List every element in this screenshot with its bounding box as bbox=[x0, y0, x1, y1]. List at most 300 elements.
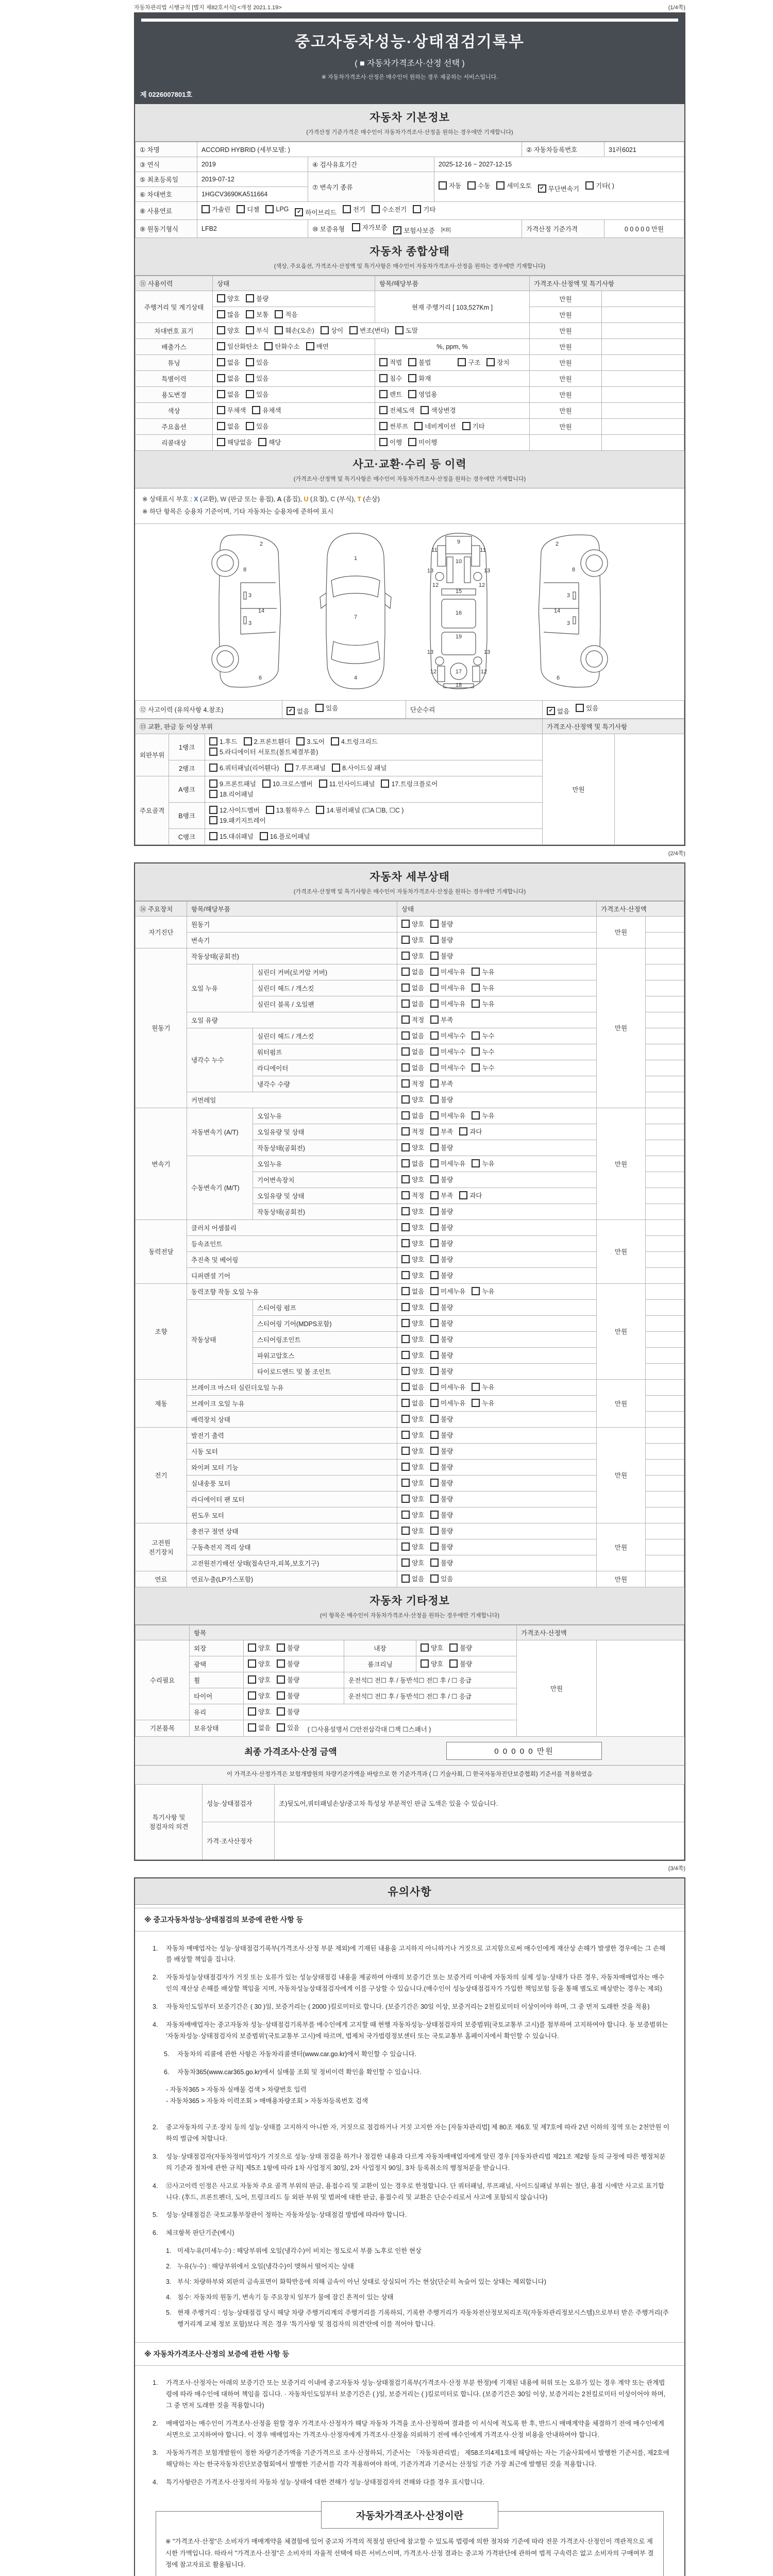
table-row bbox=[136, 1625, 684, 1640]
col-head-item: 항목/해당부품 bbox=[187, 901, 397, 916]
col-head-device: ⑭ 주요장치 bbox=[136, 901, 187, 916]
final-price-row bbox=[135, 1737, 684, 1766]
checkbox-양호[interactable]: 양호 bbox=[217, 326, 240, 335]
item-label: 스티어링 펌프 bbox=[253, 1299, 397, 1315]
checkbox-양호[interactable]: 양호 bbox=[401, 1255, 424, 1264]
part-label: 수동변속기 (M/T) bbox=[187, 1156, 253, 1219]
position-checks: 운전석☐ 전☐ 후 / 동반석☐ 전☐ 후 / ☐ 응급 bbox=[344, 1672, 517, 1688]
checkbox-불량[interactable]: 불량 bbox=[430, 1175, 453, 1184]
accident-band bbox=[135, 451, 684, 488]
item-options: %, ppm, % bbox=[375, 339, 530, 355]
checkbox-2.프론트휀더[interactable]: 2.프론트휀더 bbox=[244, 737, 291, 746]
checkbox-유채색[interactable]: 유채색 bbox=[252, 405, 281, 415]
checkbox-미세누수[interactable]: 미세누수 bbox=[430, 1047, 465, 1056]
checkbox-썬루프[interactable]: 썬루프 bbox=[379, 421, 408, 431]
checkbox-11.인사이드패널[interactable]: 11.인사이드패널 bbox=[319, 779, 375, 788]
legend-note: ※ 하단 항목은 승용차 기준이며, 기타 자동차는 승용차에 준하여 표시 bbox=[142, 507, 334, 515]
checkbox-없음[interactable]: 없음 bbox=[401, 1159, 424, 1168]
checkbox-15.대쉬패널[interactable]: 15.대쉬패널 bbox=[209, 832, 254, 841]
checkbox-수동[interactable]: 수동 bbox=[467, 181, 490, 190]
device-group-label: 고전원 전기장치 bbox=[136, 1523, 187, 1571]
checkbox-과다[interactable]: 과다 bbox=[459, 1127, 482, 1136]
checkbox-누유[interactable]: 누유 bbox=[472, 1286, 494, 1296]
price-cell: 만원 bbox=[543, 734, 615, 844]
checkbox-미세누유[interactable]: 미세누유 bbox=[430, 967, 465, 976]
checkbox-18.리어패널[interactable]: 18.리어패널 bbox=[209, 789, 254, 799]
car-underbody-diagram bbox=[415, 531, 502, 691]
checkbox-누유[interactable]: 누유 bbox=[472, 1111, 494, 1120]
checkbox-불량[interactable]: 불량 bbox=[430, 1558, 453, 1567]
checkbox-양호[interactable]: 양호 bbox=[401, 1270, 424, 1280]
item-label: 작동상태(공회전) bbox=[253, 1204, 397, 1219]
svg-text:13: 13 bbox=[483, 567, 491, 574]
note-cell bbox=[646, 1092, 684, 1108]
checkbox-적정[interactable]: 적정 bbox=[401, 1079, 424, 1088]
state-options bbox=[397, 1028, 597, 1044]
checkbox-양호[interactable]: 양호 bbox=[401, 1478, 424, 1487]
checkbox-화재[interactable]: 화재 bbox=[408, 374, 431, 383]
note-cell bbox=[615, 734, 684, 844]
checkbox-양호[interactable]: 양호 bbox=[401, 1350, 424, 1360]
notice-sub-item: 4. 침수: 자동차의 원동기, 변속기 등 주요장치 일부가 물에 잠긴 흔적이 있는 상태 bbox=[166, 2293, 394, 2301]
checkbox-양호[interactable]: 양호 bbox=[217, 294, 240, 303]
rank-panel-options bbox=[205, 802, 543, 828]
checkbox-불량[interactable]: 불량 bbox=[430, 1270, 453, 1280]
checkbox-없음[interactable]: 없음 bbox=[401, 1398, 424, 1408]
checkbox-적법[interactable]: 적법 bbox=[379, 358, 402, 367]
table-row bbox=[136, 355, 684, 371]
checkbox-있음[interactable]: 있음 bbox=[246, 374, 268, 383]
simple-repair-label: 단순수리 bbox=[406, 700, 543, 718]
checkbox-기타[interactable]: 기타 bbox=[462, 421, 485, 431]
checkbox-양호[interactable]: 양호 bbox=[248, 1675, 271, 1684]
note-cell bbox=[646, 1555, 684, 1571]
checkbox-불량[interactable]: 불량 bbox=[430, 1255, 453, 1264]
checkbox-있음[interactable]: 있음 bbox=[246, 389, 268, 399]
checkbox-무단변속기[interactable]: ✔ 무단변속기 bbox=[538, 184, 579, 193]
checkbox-있음[interactable]: 있음 bbox=[576, 703, 598, 713]
checkbox-없음[interactable]: 없음 bbox=[217, 421, 240, 431]
checkbox-4.트렁크리드[interactable]: 4.트렁크리드 bbox=[331, 737, 378, 746]
item-label: 라디에이터 팬 모터 bbox=[187, 1491, 397, 1507]
checkbox-불량[interactable]: 불량 bbox=[430, 1414, 453, 1423]
checkbox-없음[interactable]: 없음 bbox=[248, 1723, 271, 1732]
price-cell: 만원 bbox=[597, 1108, 646, 1219]
checkbox-양호[interactable]: 양호 bbox=[401, 1175, 424, 1184]
checkbox-불량[interactable]: 불량 bbox=[277, 1691, 299, 1700]
basic-info-subtitle: (가격산정 기준가격은 매수인이 자동차가격조사·산정을 원하는 경우에만 기재합니다) bbox=[306, 129, 513, 135]
accident-history-options bbox=[282, 700, 406, 718]
checkbox-6.쿼터패널(리어휀다)[interactable]: 6.쿼터패널(리어휀다) bbox=[209, 763, 279, 772]
checkbox-17.트렁크플로어[interactable]: 17.트렁크플로어 bbox=[381, 779, 438, 788]
checkbox-없음[interactable]: ✔ 없음 bbox=[287, 706, 309, 716]
checkbox-부족[interactable]: 부족 bbox=[430, 1079, 453, 1088]
checkbox-색상변경[interactable]: 색상변경 bbox=[421, 405, 456, 415]
checkbox-없음[interactable]: ✔ 없음 bbox=[547, 706, 569, 716]
checkbox-전체도색[interactable]: 전체도색 bbox=[379, 405, 414, 415]
checkbox-불량[interactable]: 불량 bbox=[430, 919, 453, 928]
checkbox-불량[interactable]: 불량 bbox=[430, 1350, 453, 1360]
checkbox-미세누수[interactable]: 미세누수 bbox=[430, 1063, 465, 1072]
final-price-value: 0 0 0 0 0 만원 bbox=[446, 1742, 602, 1760]
table-row bbox=[136, 916, 684, 932]
svg-text:17: 17 bbox=[455, 668, 462, 675]
checkbox-13.휠하우스[interactable]: 13.휠하우스 bbox=[266, 805, 310, 815]
checkbox-불량[interactable]: 불량 bbox=[430, 1494, 453, 1503]
header-white-bar bbox=[141, 19, 678, 22]
checkbox-없음[interactable]: 없음 bbox=[401, 1574, 424, 1583]
etc-band bbox=[135, 1587, 684, 1625]
checkbox-미세누유[interactable]: 미세누유 bbox=[430, 1111, 465, 1120]
note-cell bbox=[646, 1283, 684, 1299]
checkbox-9.프론트패널[interactable]: 9.프론트패널 bbox=[209, 779, 256, 788]
notice-item: 2. 자동차성능상태점검자가 거짓 또는 오류가 있는 성능상태점검 내용을 제공하여 아래의 보증기간 또는 보증거리 이내에 자동차의 실제 성능·상태가 다른 경우, 자동차매매업자는 매수인의 재산상 손해를 배상할 책임을 지며, 자동차성능상태점검자에게 이를 구상할 수 있습니다.(매수인이 성능상태점검자가 가입한 책임보험 등을 통해 별도로 배상받는 경우는 제외) bbox=[153, 1974, 665, 1993]
checkbox-디젤[interactable]: 디젤 bbox=[237, 205, 259, 214]
checkbox-없음[interactable]: 없음 bbox=[401, 1382, 424, 1392]
item-label: 클러치 어셈블리 bbox=[187, 1219, 397, 1235]
checkbox-불량[interactable]: 불량 bbox=[430, 1334, 453, 1344]
checkbox-불량[interactable]: 불량 bbox=[277, 1643, 299, 1652]
checkbox-없음[interactable]: 없음 bbox=[401, 1111, 424, 1120]
checkbox-장치[interactable]: 장치 bbox=[486, 358, 509, 367]
exchange-head: ⑬ 교환, 판금 등 이상 부위 bbox=[136, 719, 543, 734]
form-regulation-note: 자동차관리법 시행규칙 [별지 제82호서식] <개정 2021.1.19> bbox=[134, 5, 282, 11]
checkbox-보험사보증[interactable]: ✔ 보험사보증 bbox=[393, 226, 434, 235]
checkbox-불량[interactable]: 불량 bbox=[430, 1239, 453, 1248]
checkbox-전기[interactable]: 전기 bbox=[343, 205, 365, 214]
note-cell bbox=[646, 1459, 684, 1475]
table-row bbox=[136, 371, 684, 387]
notice-sub-item: 3. 부식: 차량하부와 외판의 금속표면이 화학반응에 의해 금속이 아닌 상태로 상실되어 가는 현상(단순히 녹슬어 있는 상태는 제외합니다) bbox=[166, 2278, 546, 2285]
car-side-right-diagram bbox=[523, 531, 621, 691]
checkbox-불량[interactable]: 불량 bbox=[430, 1510, 453, 1519]
checkbox-양호[interactable]: 양호 bbox=[401, 919, 424, 928]
note-cell bbox=[602, 387, 684, 403]
panel-group-label: 주요골격 bbox=[136, 776, 169, 844]
checkbox-변조(변타)[interactable]: 변조(변타) bbox=[349, 326, 389, 335]
checkbox-미세누유[interactable]: 미세누유 bbox=[430, 999, 465, 1008]
state-options bbox=[397, 1108, 597, 1124]
checkbox-누유[interactable]: 누유 bbox=[472, 999, 494, 1008]
checkbox-양호[interactable]: 양호 bbox=[401, 951, 424, 960]
detail-subtitle: (가격조사·산정액 및 특기사항은 매수인이 자동차가격조사·산정을 원하는 경우에만 기재합니다) bbox=[293, 888, 526, 895]
checkbox-양호[interactable]: 양호 bbox=[401, 1414, 424, 1423]
part-label: 자동변속기 (A/T) bbox=[187, 1108, 253, 1156]
checkbox-불량[interactable]: 불량 bbox=[246, 294, 268, 303]
checkbox-누유[interactable]: 누유 bbox=[472, 967, 494, 976]
checkbox-1.후드[interactable]: 1.후드 bbox=[209, 737, 238, 746]
checkbox-없음[interactable]: 없음 bbox=[217, 389, 240, 399]
checkbox-불량[interactable]: 불량 bbox=[430, 1095, 453, 1104]
checkbox-부족[interactable]: 부족 bbox=[430, 1015, 453, 1024]
notice-item: 3. 자동차인도일부터 보증기간은 ( 30 )일, 보증거리는 ( 2000 )킬로미터로 합니다. (보증기간은 30일 이상, 보증거리는 2천킬로미터 이상이어야 하며, 그 중 먼저 도래한 것을 적용) bbox=[153, 2003, 650, 2010]
checkbox-일산화탄소[interactable]: 일산화탄소 bbox=[217, 342, 258, 351]
notice-sec3-head: ※ 자동차가격조사·산정의 보증에 관한 사항 등 bbox=[135, 2342, 684, 2366]
basic-info-title: 자동차 기본정보 bbox=[369, 112, 450, 124]
checkbox-불량[interactable]: 불량 bbox=[430, 1143, 453, 1152]
item-label: 구동축전지 격리 상태 bbox=[187, 1539, 397, 1555]
checkbox-양호[interactable]: 양호 bbox=[401, 1462, 424, 1471]
simple-repair-options bbox=[543, 700, 684, 718]
checkbox-렌트[interactable]: 렌트 bbox=[379, 389, 402, 399]
checkbox-미세누수[interactable]: 미세누수 bbox=[430, 1031, 465, 1040]
checkbox-불량[interactable]: 불량 bbox=[277, 1659, 299, 1668]
checkbox-있음[interactable]: 있음 bbox=[315, 703, 338, 713]
note-cell bbox=[602, 419, 684, 435]
state-options bbox=[397, 996, 597, 1012]
checkbox-양호[interactable]: 양호 bbox=[248, 1643, 271, 1652]
checkbox-탄화수소[interactable]: 탄화수소 bbox=[264, 342, 299, 351]
checkbox-양호[interactable]: 양호 bbox=[401, 1510, 424, 1519]
checkbox-있음[interactable]: 있음 bbox=[430, 1574, 453, 1583]
note-cell bbox=[646, 1491, 684, 1507]
checkbox-LPG[interactable]: LPG bbox=[265, 205, 289, 213]
checkbox-부족[interactable]: 부족 bbox=[430, 1127, 453, 1136]
exchange-price-head: 가격조사·산정액 및 특기사항 bbox=[543, 719, 684, 734]
checkbox-19.패키지트레이[interactable]: 19.패키지트레이 bbox=[209, 816, 266, 825]
checkbox-자동[interactable]: 자동 bbox=[439, 181, 461, 190]
price-cell: 만원 bbox=[597, 1219, 646, 1283]
svg-text:9: 9 bbox=[457, 538, 461, 545]
checkbox-적정[interactable]: 적정 bbox=[401, 1015, 424, 1024]
checkbox-자가보증[interactable]: 자가보증 bbox=[352, 223, 387, 232]
checkbox-8.사이드실 패널[interactable]: 8.사이드실 패널 bbox=[332, 763, 386, 772]
checkbox-없음[interactable]: 없음 bbox=[401, 1063, 424, 1072]
checkbox-양호[interactable]: 양호 bbox=[401, 1095, 424, 1104]
checkbox-양호[interactable]: 양호 bbox=[401, 1239, 424, 1248]
state-options bbox=[397, 1156, 597, 1172]
checkbox-있음[interactable]: 있음 bbox=[246, 358, 268, 367]
notice-item: 4. 특기사항란은 가격조사·산정자의 자동차 성능·상태에 대한 견해가 성능·상태점검자의 견해와 다를 경우 표시합니다. bbox=[153, 2478, 485, 2486]
checkbox-하이브리드[interactable]: ✔ 하이브리드 bbox=[295, 208, 336, 217]
state-options: 없음 있음 ( ☐사용설명서 ☐안전삼각대 ☐잭 ☐스패너 ) bbox=[244, 1720, 517, 1736]
note-cell bbox=[646, 1299, 684, 1315]
state-options bbox=[397, 1459, 597, 1475]
checkbox-양호[interactable]: 양호 bbox=[401, 1223, 424, 1232]
checkbox-누유[interactable]: 누유 bbox=[472, 1398, 494, 1408]
checkbox-불량[interactable]: 불량 bbox=[277, 1675, 299, 1684]
state-options bbox=[416, 1656, 517, 1672]
checkbox-양호[interactable]: 양호 bbox=[401, 1207, 424, 1216]
checkbox-불량[interactable]: 불량 bbox=[430, 951, 453, 960]
document-note: ※ 자동차가격조사·산정은 매수인이 원하는 경우 제공하는 서비스입니다. bbox=[321, 74, 498, 80]
note-cell bbox=[646, 1411, 684, 1427]
checkbox-적음[interactable]: 적음 bbox=[275, 310, 297, 319]
state-options bbox=[397, 1251, 597, 1267]
checkbox-없음[interactable]: 없음 bbox=[401, 1286, 424, 1296]
checkbox-불량[interactable]: 불량 bbox=[277, 1707, 299, 1716]
checkbox-침수[interactable]: 침수 bbox=[379, 374, 402, 383]
checkbox-양호[interactable]: 양호 bbox=[248, 1691, 271, 1700]
checkbox-기타( )[interactable]: 기타( ) bbox=[585, 181, 614, 190]
price-cell bbox=[530, 435, 602, 451]
checkbox-무채색[interactable]: 무채색 bbox=[217, 405, 246, 415]
checkbox-양호[interactable]: 양호 bbox=[401, 1526, 424, 1535]
checkbox-양호[interactable]: 양호 bbox=[401, 1542, 424, 1551]
svg-text:3: 3 bbox=[248, 620, 252, 626]
checkbox-상이[interactable]: 상이 bbox=[321, 326, 343, 335]
state-options bbox=[213, 403, 375, 419]
checkbox-불량[interactable]: 불량 bbox=[430, 1446, 453, 1455]
detail-band bbox=[135, 863, 684, 901]
checkbox-없음[interactable]: 없음 bbox=[401, 967, 424, 976]
checkbox-미세누유[interactable]: 미세누유 bbox=[430, 1382, 465, 1392]
checkbox-불량[interactable]: 불량 bbox=[430, 1366, 453, 1376]
checkbox-과다[interactable]: 과다 bbox=[459, 1191, 482, 1200]
use-history-label: 특별이력 bbox=[136, 371, 213, 387]
checkbox-불법[interactable]: 불법 bbox=[408, 358, 431, 367]
checkbox-5.라디에이터 서포트(볼트체결부품)[interactable]: 5.라디에이터 서포트(볼트체결부품) bbox=[209, 747, 318, 756]
checkbox-미세누유[interactable]: 미세누유 bbox=[430, 1286, 465, 1296]
checkbox-수소전기[interactable]: 수소전기 bbox=[372, 205, 407, 214]
checkbox-불량[interactable]: 불량 bbox=[430, 1542, 453, 1551]
checkbox-불량[interactable]: 불량 bbox=[430, 1223, 453, 1232]
checkbox-불량[interactable]: 불량 bbox=[430, 935, 453, 944]
svg-text:3: 3 bbox=[566, 620, 570, 626]
checkbox-없음[interactable]: 없음 bbox=[401, 1031, 424, 1040]
checkbox-누수[interactable]: 누수 bbox=[472, 1047, 494, 1056]
checkbox-없음[interactable]: 없음 bbox=[401, 999, 424, 1008]
checkbox-불량[interactable]: 불량 bbox=[430, 1526, 453, 1535]
checkbox-기타[interactable]: 기타 bbox=[413, 205, 435, 214]
state-options bbox=[397, 932, 597, 948]
checkbox-불량[interactable]: 불량 bbox=[430, 1318, 453, 1328]
checkbox-양호[interactable]: 양호 bbox=[401, 1334, 424, 1344]
checkbox-적정[interactable]: 적정 bbox=[401, 1191, 424, 1200]
checkbox-없음[interactable]: 없음 bbox=[217, 358, 240, 367]
table-row bbox=[136, 339, 684, 355]
checkbox-12.사이드멤버[interactable]: 12.사이드멤버 bbox=[209, 805, 260, 815]
checkbox-누유[interactable]: 누유 bbox=[472, 983, 494, 992]
checkbox-양호[interactable]: 양호 bbox=[401, 1446, 424, 1455]
checkbox-미세누유[interactable]: 미세누유 bbox=[430, 1398, 465, 1408]
checkbox-부식[interactable]: 부식 bbox=[246, 326, 268, 335]
panel-group-label: 외판부위 bbox=[136, 734, 169, 776]
checkbox-누수[interactable]: 누수 bbox=[472, 1063, 494, 1072]
reg-no-label: ② 자동차등록번호 bbox=[522, 142, 604, 157]
checkbox-누수[interactable]: 누수 bbox=[472, 1031, 494, 1040]
checkbox-구조[interactable]: 구조 bbox=[458, 358, 480, 367]
checkbox-양호[interactable]: 양호 bbox=[401, 1494, 424, 1503]
checkbox-부족[interactable]: 부족 bbox=[430, 1191, 453, 1200]
checkbox-양호[interactable]: 양호 bbox=[401, 1366, 424, 1376]
checkbox-해당[interactable]: 해당 bbox=[258, 437, 281, 447]
checkbox-10.크로스멤버[interactable]: 10.크로스멤버 bbox=[262, 779, 313, 788]
car-damage-diagrams bbox=[135, 524, 684, 700]
checkbox-해당없음[interactable]: 해당없음 bbox=[217, 437, 252, 447]
checkbox-있음[interactable]: 있음 bbox=[277, 1723, 299, 1732]
checkbox-양호[interactable]: 양호 bbox=[421, 1643, 443, 1652]
checkbox-16.플로어패널[interactable]: 16.플로어패널 bbox=[260, 832, 310, 841]
checkbox-없음[interactable]: 없음 bbox=[401, 1047, 424, 1056]
checkbox-불량[interactable]: 불량 bbox=[430, 1462, 453, 1471]
state-options bbox=[213, 419, 375, 435]
note-cell bbox=[602, 435, 684, 451]
state-options bbox=[397, 964, 597, 980]
checkbox-양호[interactable]: 양호 bbox=[401, 1143, 424, 1152]
checkbox-미세누유[interactable]: 미세누유 bbox=[430, 1159, 465, 1168]
state-options bbox=[397, 1204, 597, 1219]
state-options bbox=[397, 1172, 597, 1188]
checkbox-양호[interactable]: 양호 bbox=[401, 935, 424, 944]
device-group-label: 동력전달 bbox=[136, 1219, 187, 1283]
checkbox-없음[interactable]: 없음 bbox=[401, 983, 424, 992]
checkbox-네비게이션[interactable]: 네비게이션 bbox=[414, 421, 456, 431]
checkbox-영업용[interactable]: 영업용 bbox=[408, 389, 437, 399]
sub-item-label: 내장 bbox=[344, 1640, 416, 1656]
checkbox-훼손(오손)[interactable]: 훼손(오손) bbox=[275, 326, 314, 335]
checkbox-양호[interactable]: 양호 bbox=[421, 1659, 443, 1668]
checkbox-양호[interactable]: 양호 bbox=[248, 1707, 271, 1716]
checkbox-불량[interactable]: 불량 bbox=[430, 1302, 453, 1312]
checkbox-불량[interactable]: 불량 bbox=[449, 1659, 472, 1668]
table-row bbox=[136, 419, 684, 435]
checkbox-적정[interactable]: 적정 bbox=[401, 1127, 424, 1136]
checkbox-세미오토[interactable]: 세미오토 bbox=[496, 181, 531, 190]
checkbox-매연[interactable]: 매연 bbox=[306, 342, 329, 351]
note-cell bbox=[646, 1235, 684, 1251]
checkbox-미이행[interactable]: 미이행 bbox=[408, 437, 437, 447]
note-cell bbox=[646, 1108, 684, 1124]
basic-info-band bbox=[135, 104, 684, 142]
notice-title: 유의사항 bbox=[388, 1886, 432, 1898]
checkbox-미세누유[interactable]: 미세누유 bbox=[430, 983, 465, 992]
checkbox-도말[interactable]: 도말 bbox=[395, 326, 418, 335]
checkbox-불량[interactable]: 불량 bbox=[449, 1643, 472, 1652]
checkbox-많음[interactable]: 많음 bbox=[217, 310, 240, 319]
checkbox-없음[interactable]: 없음 bbox=[217, 374, 240, 383]
checkbox-있음[interactable]: 있음 bbox=[246, 421, 268, 431]
checkbox-누유[interactable]: 누유 bbox=[472, 1382, 494, 1392]
checkbox-양호[interactable]: 양호 bbox=[401, 1318, 424, 1328]
checkbox-이행[interactable]: 이행 bbox=[379, 437, 402, 447]
note-cell bbox=[646, 1204, 684, 1219]
checkbox-7.루프패널[interactable]: 7.루프패널 bbox=[285, 763, 326, 772]
price-cell: 만원 bbox=[597, 1571, 646, 1587]
state-options bbox=[397, 1523, 597, 1539]
checkbox-양호[interactable]: 양호 bbox=[401, 1302, 424, 1312]
legend-code-X: X bbox=[194, 496, 198, 503]
checkbox-양호[interactable]: 양호 bbox=[401, 1430, 424, 1439]
checkbox-누유[interactable]: 누유 bbox=[472, 1159, 494, 1168]
warranty-label: ⑩ 보증유형 bbox=[312, 226, 345, 233]
checkbox-양호[interactable]: 양호 bbox=[401, 1558, 424, 1567]
state-options bbox=[397, 1443, 597, 1459]
checkbox-가솔린[interactable]: 가솔린 bbox=[201, 205, 230, 214]
svg-text:2: 2 bbox=[555, 540, 559, 547]
transmission-label: ⑦ 변속기 종류 bbox=[308, 172, 434, 202]
item-label: 작동상태(공회전) bbox=[253, 1140, 397, 1156]
state-options bbox=[397, 1331, 597, 1347]
checkbox-3.도어[interactable]: 3.도어 bbox=[296, 737, 325, 746]
svg-text:10: 10 bbox=[455, 558, 462, 565]
checkbox-불량[interactable]: 불량 bbox=[430, 1430, 453, 1439]
item-label: 기어변속장치 bbox=[253, 1172, 397, 1188]
sub-item-label: 타이어 bbox=[190, 1688, 244, 1704]
checkbox-불량[interactable]: 불량 bbox=[430, 1207, 453, 1216]
checkbox-양호[interactable]: 양호 bbox=[248, 1659, 271, 1668]
checkbox-불량[interactable]: 불량 bbox=[430, 1478, 453, 1487]
checkbox-14.필러패널 (☐A ☐B, ☐C )[interactable]: 14.필러패널 (☐A ☐B, ☐C ) bbox=[316, 805, 404, 815]
svg-text:12: 12 bbox=[480, 668, 488, 675]
item-options bbox=[375, 387, 530, 403]
price-cell: 만원 bbox=[597, 916, 646, 948]
col-head-price: 가격조사·산정액 bbox=[597, 901, 684, 916]
checkbox-보통[interactable]: 보통 bbox=[246, 310, 268, 319]
note-cell bbox=[646, 1507, 684, 1523]
notice-item: 6. 자동차365(www.car365.go.kr)에서 실매물 조회 및 정비이력 확인을 확인할 수 있습니다. bbox=[164, 2068, 422, 2076]
notice-sub-item: 5. 현재 주행거리 : 성능·상태점검 당시 해당 차량 주행거리계의 주행거리를 기록하되, 기록한 주행거리가 자동차전산정보처리조직(자동차관리정보시스템)으로부터 받은 주행거리(주행거리계 교체 정보 포함)보다 적은 경우 '특기사항 및 점검자의 의견'란에 이를 적어야 합니다. bbox=[166, 2309, 669, 2328]
